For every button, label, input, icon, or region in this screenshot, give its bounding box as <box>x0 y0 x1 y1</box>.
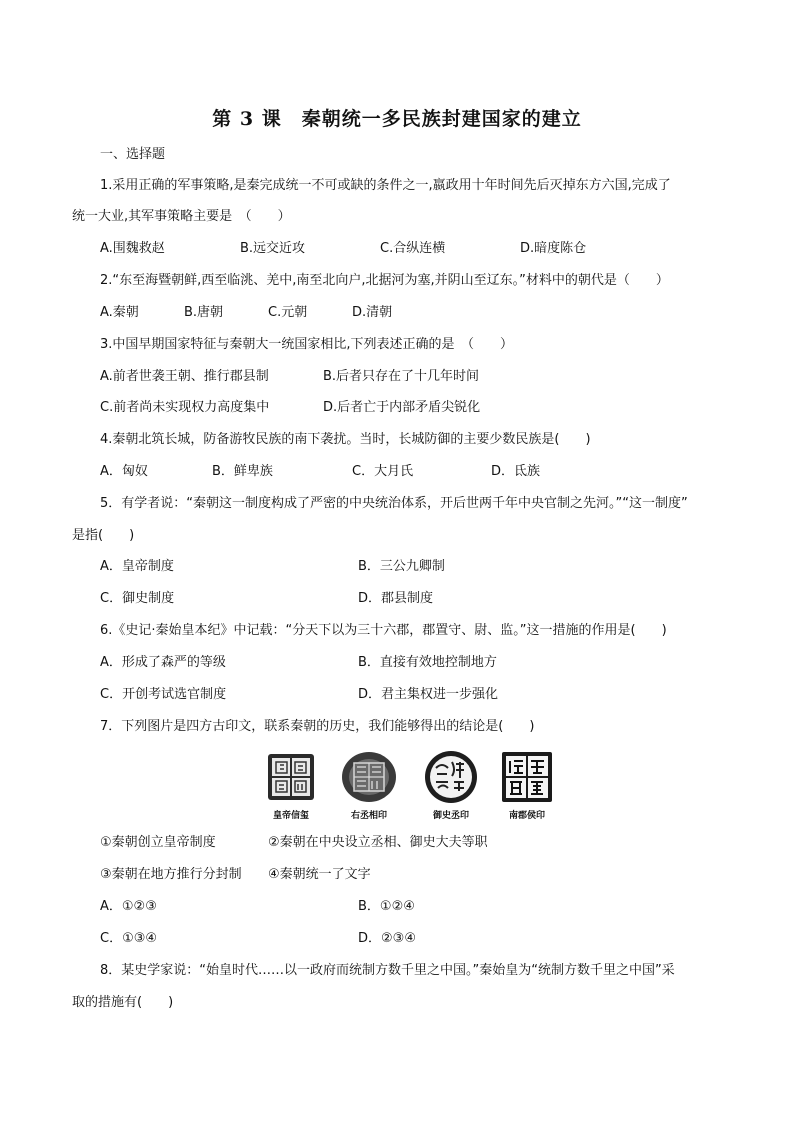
q7-statement-2: ②秦朝在中央设立丞相、御史大夫等职 <box>268 835 488 850</box>
page-title: 第 3 课 秦朝统一多民族封建国家的建立 <box>212 108 582 130</box>
q3-option-d: D.后者亡于内部矛盾尖锐化 <box>323 400 481 415</box>
question-5-stem-cont: 是指( ) <box>72 528 135 543</box>
q5-option-b: B．三公九卿制 <box>358 559 445 574</box>
seal-caption: 南郡侯印 <box>508 811 545 821</box>
q2-option-b: B.唐朝 <box>184 305 224 320</box>
q6-option-b: B．直接有效地控制地方 <box>358 655 497 670</box>
seal-nanjunhou <box>498 748 556 821</box>
square-seal-icon <box>262 748 320 806</box>
question-6-stem: 6.《史记·秦始皇本纪》中记载：“分天下以为三十六郡，郡置守、尉、监。”这一措施的作用是( ) <box>100 623 667 638</box>
question-4-stem: 4.秦朝北筑长城，防备游牧民族的南下袭扰。当时，长城防御的主要少数民族是( ) <box>100 432 591 447</box>
q4-option-c: C．大月氏 <box>352 464 414 479</box>
seal-yushicheng <box>422 748 480 821</box>
q7-option-b: B．①②④ <box>358 899 415 914</box>
q4-option-d: D．氐族 <box>491 464 541 479</box>
question-3-stem: 3.中国早期国家特征与秦朝大一统国家相比,下列表述正确的是 （ ） <box>100 337 514 352</box>
q1-option-a: A.围魏救赵 <box>100 241 165 256</box>
q2-option-c: C.元朝 <box>268 305 308 320</box>
section-heading: 一、选择题 <box>100 147 166 162</box>
q5-option-d: D．郡县制度 <box>358 591 434 606</box>
q7-statement-4: ④秦朝统一了文字 <box>268 867 371 882</box>
square-seal-icon <box>498 748 556 806</box>
q4-option-a: A．匈奴 <box>100 464 148 479</box>
seal-caption: 御史丞印 <box>432 811 469 821</box>
question-2-stem: 2.“东至海暨朝鲜,西至临洮、羌中,南至北向户,北据河为塞,并阴山至辽东。”材料中的朝代是（ ） <box>100 273 669 288</box>
q1-option-c: C.合纵连横 <box>380 241 446 256</box>
q7-option-d: D．②③④ <box>358 931 416 946</box>
round-seal-icon <box>340 748 398 806</box>
question-1-stem: 1.采用正确的军事策略,是秦完成统一不可或缺的条件之一,嬴政用十年时间先后灭掉东方六国,完成了 <box>100 178 671 193</box>
q1-option-b: B.远交近攻 <box>240 241 306 256</box>
q3-option-b: B.后者只存在了十几年时间 <box>323 369 480 384</box>
q5-option-c: C．御史制度 <box>100 591 175 606</box>
q2-option-a: A.秦朝 <box>100 305 139 320</box>
q6-option-a: A．形成了森严的等级 <box>100 655 226 670</box>
round-seal-icon <box>422 748 480 806</box>
seal-caption: 右丞相印 <box>350 811 387 821</box>
q2-option-d: D.清朝 <box>352 305 393 320</box>
q6-option-d: D．君主集权进一步强化 <box>358 687 499 702</box>
question-1-stem-cont: 统一大业,其军事策略主要是 （ ） <box>72 209 291 224</box>
q5-option-a: A．皇帝制度 <box>100 559 174 574</box>
q4-option-b: B．鲜卑族 <box>212 464 273 479</box>
question-8-stem: 8．某史学家说：“始皇时代……以一政府而统制方数千里之中国。”秦始皇为“统制方数千里之中国”采 <box>100 963 675 978</box>
seal-images <box>262 748 562 822</box>
question-8-stem-cont: 取的措施有( ) <box>72 995 174 1010</box>
q7-option-a: A．①②③ <box>100 899 157 914</box>
q1-option-d: D.暗度陈仓 <box>520 241 587 256</box>
question-5-stem: 5．有学者说：“秦朝这一制度构成了严密的中央统治体系，开后世两千年中央官制之先河。”“这一制度” <box>100 496 688 511</box>
q6-option-c: C．开创考试选官制度 <box>100 687 227 702</box>
seal-huangdi <box>262 748 320 821</box>
seal-caption: 皇帝信玺 <box>272 811 309 821</box>
seal-youchengxiang <box>340 748 398 821</box>
q3-option-c: C.前者尚未实现权力高度集中 <box>100 400 270 415</box>
question-7-stem: 7．下列图片是四方古印文，联系秦朝的历史，我们能够得出的结论是( ) <box>100 719 535 734</box>
q7-option-c: C．①③④ <box>100 931 158 946</box>
q7-statement-1: ①秦朝创立皇帝制度 <box>100 835 216 850</box>
q3-option-a: A.前者世袭王朝、推行郡县制 <box>100 369 269 384</box>
q7-statement-3: ③秦朝在地方推行分封制 <box>100 867 242 882</box>
